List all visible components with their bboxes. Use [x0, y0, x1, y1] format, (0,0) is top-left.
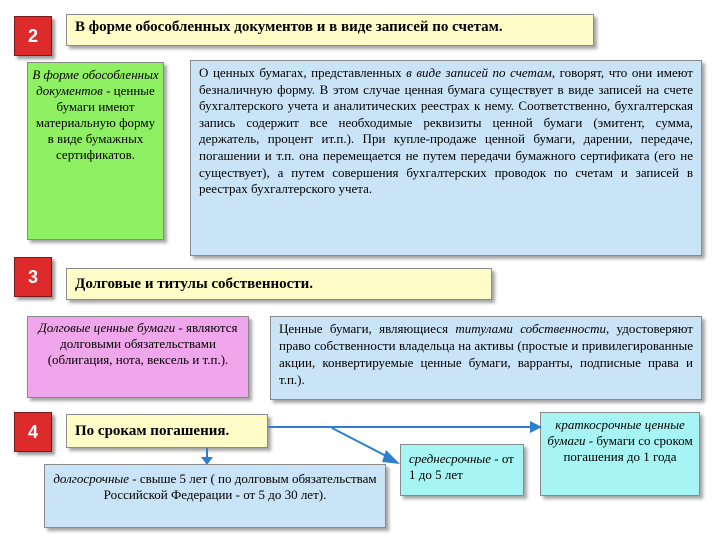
debt-securities-text: - являются долговыми обязательствами (облигация, нота, вексель и т.п.). — [47, 320, 238, 367]
section-4-heading: По срокам погашения. — [66, 414, 268, 448]
arrow-to-mid-term — [330, 428, 402, 468]
short-term-box — [540, 412, 700, 496]
book-entry-text-1: О ценных бумагах, представленных — [199, 65, 407, 80]
section-3-number: 3 — [14, 257, 52, 297]
ownership-text-1: Ценные бумаги, являющиеся — [279, 321, 456, 336]
ownership-text-2: , удостоверяют право собственности владельца на активы (простые и привилегированные акции, конвертируемые ценные бумаги, варранты, подписные права и т.п.). — [279, 321, 693, 387]
short-term-text: - бумаги со сроком погашения до 1 года — [563, 433, 693, 464]
ownership-term: титулами собственности — [455, 321, 606, 336]
paper-form-term: В форме обособленных документов — [32, 67, 159, 98]
arrow-to-long-term — [200, 448, 214, 466]
short-term-term: краткосрочные ценные бумаги — [547, 417, 685, 448]
book-entry-term: в виде записей по счетам — [406, 65, 552, 80]
long-term-box — [44, 464, 386, 528]
section-2-right-box — [190, 60, 702, 256]
paper-form-text: - ценные бумаги имеют материальную форму в виде бумажных сертификатов. — [35, 83, 156, 162]
section-2-heading: В форме обособленных документов и в виде записей по счетам. — [66, 14, 594, 46]
section-4-number: 4 — [14, 412, 52, 452]
book-entry-text-2: , говорят, что они имеют безналичную форму. В этом случае ценная бумага существует в виде записей на счете бухгалтерского учета и аналитических реестрах к нему. Соответственно, бухгалтерская запись содержит все необходимые реквизиты ценной бумаги (эмитент, сумма, держатель, процент ит.п.). При купле-продаже ценной бумаги, дарении, передаче, погашении и т.п. она перемещается не путем передачи бумажного сертификата (его не существует), а путем совершения бухгалтерских проводок по счетам и записей в реестрах бухгалтерского учета. — [199, 65, 693, 197]
section-2-number: 2 — [14, 16, 52, 56]
long-term-text: - свыше 5 лет ( по долговым обязательствам Российской Федерации - от 5 до 30 лет). — [103, 471, 377, 502]
section-2-left-box — [27, 62, 164, 240]
section-3-left-box — [27, 316, 249, 398]
debt-securities-term: Долговые ценные бумаги — [38, 320, 176, 335]
mid-term-term: среднесрочные — [409, 451, 491, 466]
mid-term-text: - от 1 до 5 лет — [409, 451, 514, 482]
section-3-right-box — [270, 316, 702, 400]
section-3-heading: Долговые и титулы собственности. — [66, 268, 492, 300]
arrow-to-short-term — [268, 420, 544, 434]
long-term-term: долгосрочные — [53, 471, 129, 486]
mid-term-box — [400, 444, 524, 496]
